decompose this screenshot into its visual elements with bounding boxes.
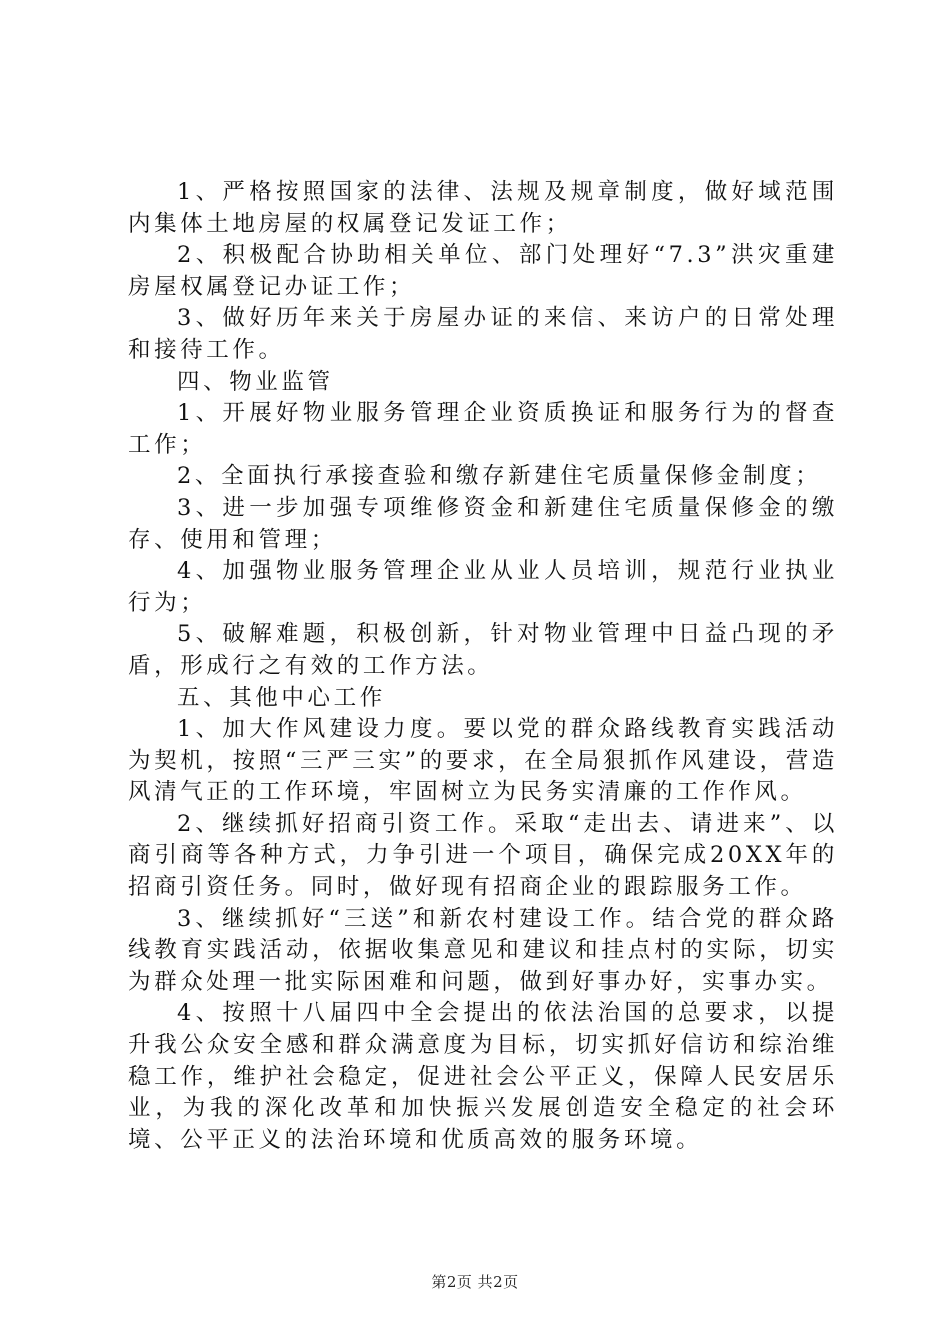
paragraph-item-4: 1、开展好物业服务管理企业资质换证和服务行为的督查工作； — [128, 400, 838, 458]
page-footer: 第2页 共2页 — [431, 1273, 519, 1291]
paragraph-item-12: 4、按照十八届四中全会提出的依法治国的总要求，以提升我公众安全感和群众满意度为目标，切实抓好信访和综治维稳工作，维护社会稳定，促进社会公平正义，保障人民安居乐业，为我的深化改革和加快振兴发展创造安全稳定的社会环境、公平正义的法治环境和优质高效的服务环境。 — [128, 1000, 838, 1153]
paragraph-item-8: 5、破解难题，积极创新，针对物业管理中日益凸现的矛盾，形成行之有效的工作方法。 — [128, 621, 838, 679]
paragraph-item-6: 3、进一步加强专项维修资金和新建住宅质量保修金的缴存、使用和管理； — [128, 494, 838, 553]
paragraph-item-3: 3、做好历年来关于房屋办证的来信、来访户的日常处理和接待工作。 — [128, 305, 838, 363]
document-body — [128, 177, 838, 1156]
paragraph-item-7: 4、加强物业服务管理企业从业人员培训，规范行业执业行为； — [128, 558, 838, 616]
paragraph-item-11: 3、继续抓好“三送”和新农村建设工作。结合党的群众路线教育实践活动，依据收集意见和建议和挂点村的实际，切实为群众处理一批实际困难和问题，做到好事办好，实事办实。 — [128, 905, 838, 995]
paragraph-item-1: 1、严格按照国家的法律、法规及规章制度，做好域范围内集体土地房屋的权属登记发证工作； — [128, 179, 838, 237]
paragraph-item-9: 1、加大作风建设力度。要以党的群众路线教育实践活动为契机，按照“三严三实”的要求，在全局狠抓作风建设，营造风清气正的工作环境，牢固树立为民务实清廉的工作作风。 — [128, 716, 838, 806]
section-heading-property-supervision: 四、物业监管 — [177, 368, 334, 395]
paragraph-item-10: 2、继续抓好招商引资工作。采取“走出去、请进来”、以商引商等各种方式，力争引进一个项目，确保完成20XX年的招商引资任务。同时，做好现有招商企业的跟踪服务工作。 — [128, 810, 838, 901]
paragraph-item-2: 2、积极配合协助相关单位、部门处理好“7.3”洪灾重建房屋权属登记办证工作； — [128, 242, 838, 300]
section-heading-other-work: 五、其他中心工作 — [177, 684, 386, 711]
paragraph-item-5: 2、全面执行承接查验和缴存新建住宅质量保修金制度； — [177, 463, 822, 490]
